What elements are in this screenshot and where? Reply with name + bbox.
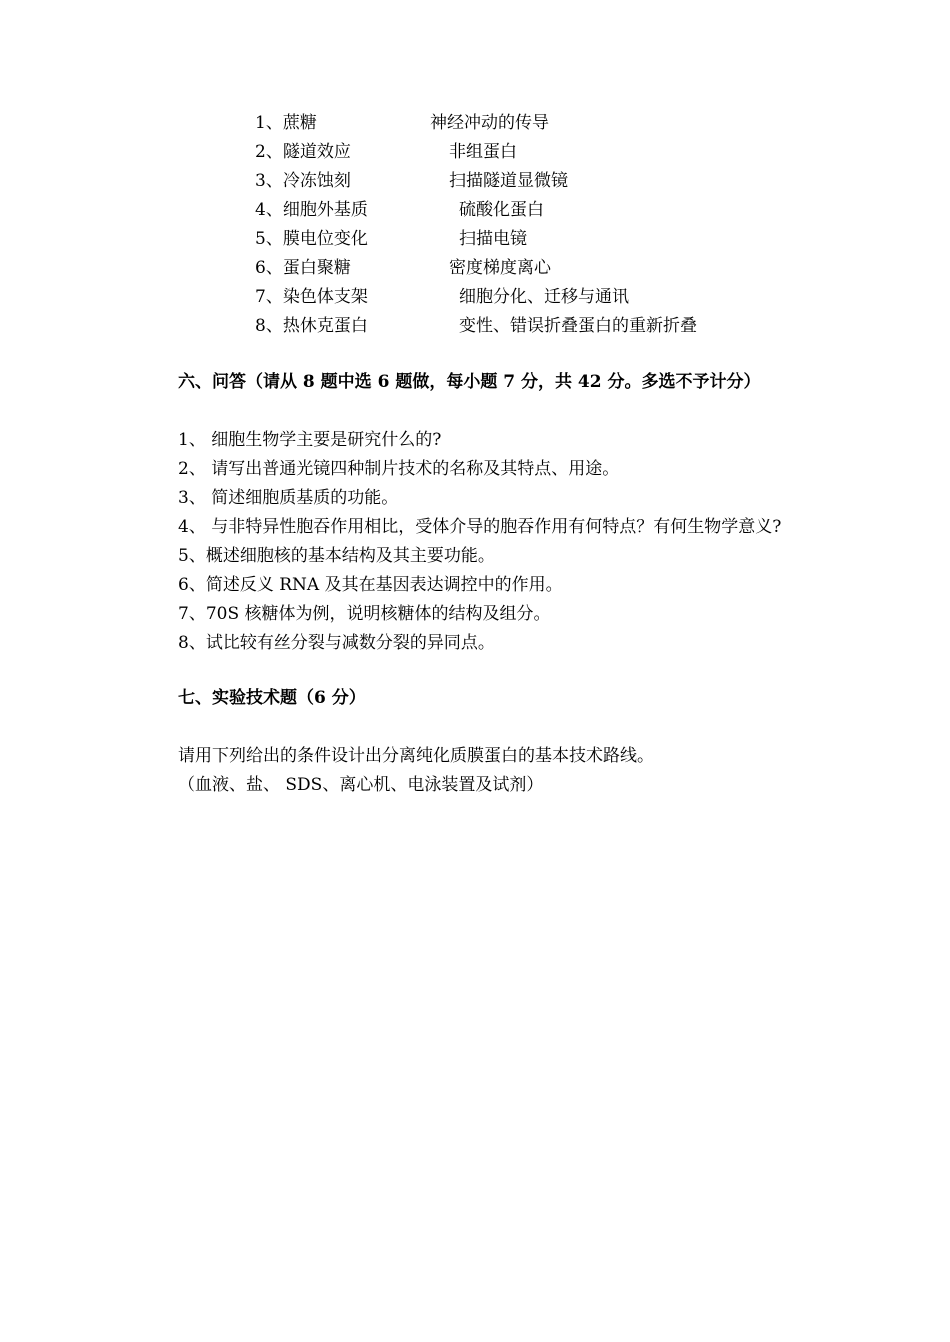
matching-row xyxy=(255,314,775,343)
matching-list xyxy=(255,111,775,343)
question-item: 8、试比较有丝分裂与减数分裂的异同点。 xyxy=(178,633,495,653)
question-item: 5、概述细胞核的基本结构及其主要功能。 xyxy=(178,546,495,566)
section-six-title: 六、问答（请从 8 题中选 6 题做，每小题 7 分，共 42 分。多选不予计分） xyxy=(178,372,761,392)
matching-term: 6、蛋白聚糖 xyxy=(255,258,351,278)
question-item: 6、简述反义 RNA 及其在基因表达调控中的作用。 xyxy=(178,575,563,595)
matching-row xyxy=(255,198,775,227)
matching-answer: 扫描电镜 xyxy=(459,229,527,249)
matching-row xyxy=(255,285,775,314)
matching-answer: 硫酸化蛋白 xyxy=(459,200,544,220)
question-item: 7、70S 核糖体为例，说明核糖体的结构及组分。 xyxy=(178,604,551,624)
matching-term: 2、隧道效应 xyxy=(255,142,351,162)
question-item: 1、 细胞生物学主要是研究什么的? xyxy=(178,430,442,450)
matching-answer: 扫描隧道显微镜 xyxy=(449,171,568,191)
matching-term: 5、膜电位变化 xyxy=(255,229,368,249)
matching-row xyxy=(255,140,775,169)
experiment-prompt: 请用下列给出的条件设计出分离纯化质膜蛋白的基本技术路线。 xyxy=(178,746,654,766)
question-item: 4、 与非特异性胞吞作用相比，受体介导的胞吞作用有何特点？有何生物学意义? xyxy=(178,517,782,537)
matching-answer: 细胞分化、迁移与通讯 xyxy=(459,287,629,307)
matching-answer: 非组蛋白 xyxy=(449,142,517,162)
question-list xyxy=(178,428,878,660)
matching-row xyxy=(255,169,775,198)
matching-term: 3、冷冻蚀刻 xyxy=(255,171,351,191)
matching-term: 1、蔗糖 xyxy=(255,113,317,133)
matching-answer: 神经冲动的传导 xyxy=(430,113,549,133)
matching-row xyxy=(255,111,775,140)
experiment-question xyxy=(178,744,878,802)
experiment-materials: （血液、盐、 SDS、离心机、电泳装置及试剂） xyxy=(178,775,544,795)
matching-answer: 密度梯度离心 xyxy=(449,258,551,278)
matching-answer: 变性、错误折叠蛋白的重新折叠 xyxy=(459,316,697,336)
matching-term: 4、细胞外基质 xyxy=(255,200,368,220)
question-item: 3、 简述细胞质基质的功能。 xyxy=(178,488,399,508)
section-seven-title: 七、实验技术题（6 分） xyxy=(178,688,366,708)
matching-term: 7、染色体支架 xyxy=(255,287,368,307)
matching-row xyxy=(255,227,775,256)
question-item: 2、 请写出普通光镜四种制片技术的名称及其特点、用途。 xyxy=(178,459,620,479)
matching-row xyxy=(255,256,775,285)
matching-term: 8、热休克蛋白 xyxy=(255,316,368,336)
